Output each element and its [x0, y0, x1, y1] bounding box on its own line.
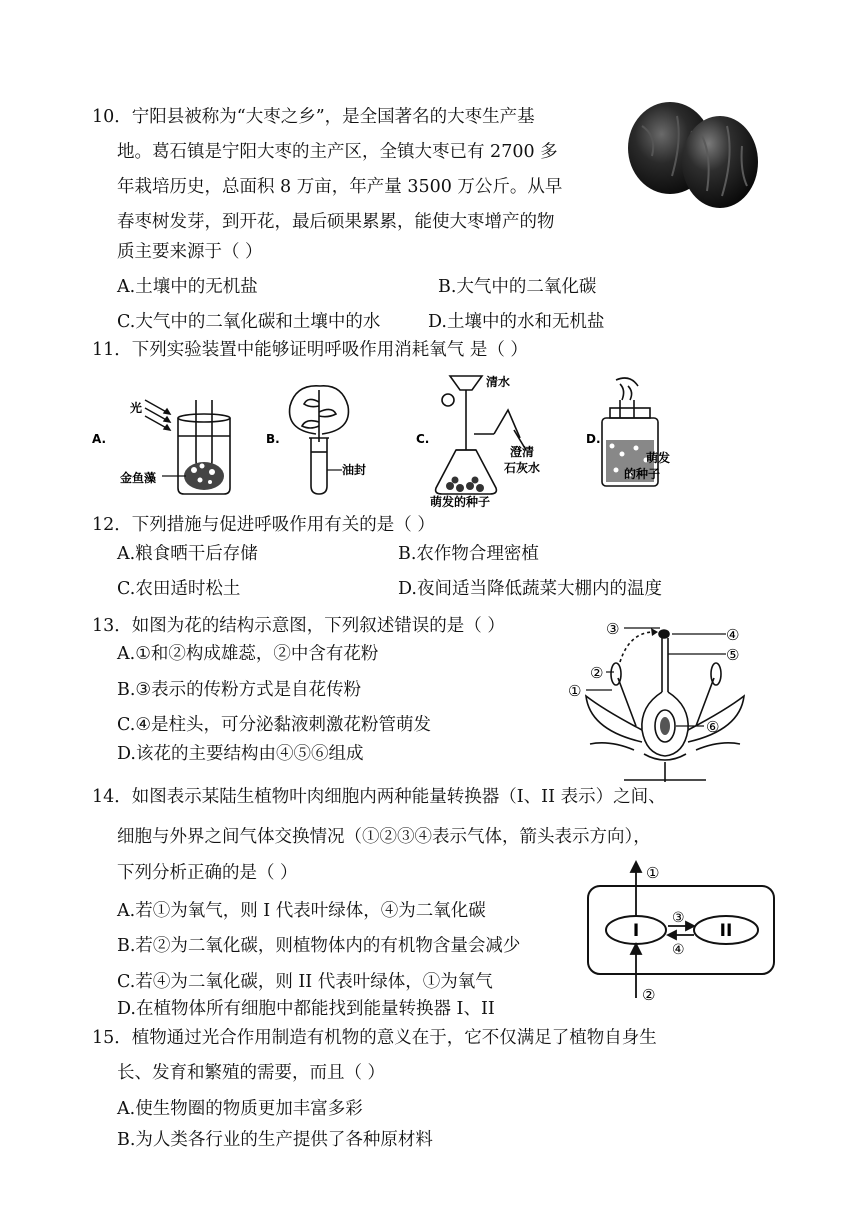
algae-a: [184, 462, 224, 490]
q13-option-d: D.该花的主要结构由④⑤⑥组成: [117, 744, 364, 764]
fig-d-seeds-label-2: 的种子: [623, 467, 660, 481]
fig-d-seeds-label-1: 萌发: [645, 451, 670, 465]
fig-a-algae-label: 金鱼藻: [120, 471, 157, 485]
q14-line-2: 细胞与外界之间气体交换情况（①②③④表示气体，箭头表示方向），: [117, 827, 651, 847]
organelle-I-label: I: [632, 921, 640, 941]
fig-c-lime-label-1: 澄清: [510, 445, 535, 459]
q15-option-a: A.使生物圈的物质更加丰富多彩: [117, 1099, 363, 1119]
q10-option-a: A.土壤中的无机盐: [117, 277, 258, 297]
q15-line-1: 15．植物通过光合作用制造有机物的意义在于，它不仅满足了植物自身生: [92, 1028, 657, 1048]
q14-line-1: 14．如图表示某陆生植物叶肉细胞内两种能量转换器（I、II 表示）之间、: [92, 787, 666, 807]
gas-label-2: ②: [642, 986, 656, 1004]
gas-label-3: ③: [672, 910, 685, 926]
flower-label-3: ③: [606, 622, 620, 638]
q13-option-c: C.④是柱头，可分泌黏液刺激花粉管萌发: [117, 715, 432, 735]
q14-option-a: A.若①为氧气，则 I 代表叶绿体，④为二氧化碳: [117, 901, 486, 921]
light-arrows: [145, 400, 170, 430]
fig-c-seeds-label: 萌发的种子: [430, 495, 491, 509]
q10-line-3: 年栽培历史，总面积 8 万亩，年产量 3500 万公斤。从早: [117, 177, 563, 197]
flower-label-5: ⑤: [726, 646, 740, 664]
q15-option-b: B.为人类各行业的生产提供了各种原材料: [117, 1130, 433, 1150]
q14-option-b: B.若②为二氧化碳，则植物体内的有机物含量会减少: [117, 936, 521, 956]
fig-d-letter: D.: [586, 432, 601, 446]
apparatus-c: [436, 376, 526, 494]
flower-label-6: ⑥: [706, 718, 720, 736]
q14-line-3: 下列分析正确的是（ ）: [117, 863, 298, 883]
q12-option-c: C.农田适时松土: [117, 579, 241, 599]
organelle-II-label: II: [719, 921, 733, 941]
fig-c-water-label: 清水: [486, 375, 511, 389]
fig-c-lime-label-2: 石灰水: [504, 461, 541, 475]
q13-option-a: A.①和②构成雄蕊，②中含有花粉: [117, 644, 379, 664]
cell-gas-exchange-figure: [582, 858, 782, 1006]
q11-apparatus-figure: [90, 370, 670, 510]
q10-line-5: 质主要来源于（ ）: [117, 242, 263, 262]
flower-label-2: ②: [590, 664, 604, 682]
bag-b: [290, 386, 349, 494]
q11-stem: 11．下列实验装置中能够证明呼吸作用消耗氧气 是（ ）: [92, 340, 528, 360]
fig-b-letter: B.: [266, 432, 280, 446]
q10-line-1: 10．宁阳县被称为“大枣之乡”，是全国著名的大枣生产基: [92, 107, 535, 127]
q10-line-2: 地。葛石镇是宁阳大枣的主产区，全镇大枣已有 2700 多: [117, 142, 558, 162]
q10-option-b: B.大气中的二氧化碳: [438, 277, 597, 297]
q12-option-a: A.粮食晒干后存储: [117, 544, 258, 564]
seeds-c: [446, 477, 484, 493]
q14-option-c: C.若④为二氧化碳，则 II 代表叶绿体，①为氧气: [117, 972, 493, 992]
q15-line-2: 长、发育和繁殖的需要，而且（ ）: [117, 1063, 386, 1083]
gas-label-1: ①: [646, 864, 660, 882]
q10-option-d: D.土壤中的水和无机盐: [428, 312, 605, 332]
q10-line-4: 春枣树发芽，到开花，最后硕果累累，能使大枣增产的物: [117, 212, 555, 232]
q13-stem: 13．如图为花的结构示意图，下列叙述错误的是（ ）: [92, 616, 505, 636]
fig-c-letter: C.: [416, 432, 430, 446]
q14-option-d: D.在植物体所有细胞中都能找到能量转换器 I、II: [117, 999, 495, 1019]
gas-label-4: ④: [672, 942, 685, 958]
q12-stem: 12．下列措施与促进呼吸作用有关的是（ ）: [92, 515, 435, 535]
q12-option-b: B.农作物合理密植: [398, 544, 539, 564]
flower-label-1: ①: [568, 682, 582, 700]
jujube-photo: [622, 96, 762, 211]
q12-option-d: D.夜间适当降低蔬菜大棚内的温度: [398, 579, 662, 599]
fig-a-light-label: 光: [130, 401, 143, 415]
flower-label-4: ④: [726, 626, 740, 644]
fig-a-letter: A.: [92, 432, 107, 446]
flower-structure-figure: [564, 622, 754, 787]
q13-option-b: B.③表示的传粉方式是自花传粉: [117, 680, 362, 700]
fig-b-oil-label: 油封: [342, 463, 367, 477]
q10-option-c: C.大气中的二氧化碳和土壤中的水: [117, 312, 381, 332]
